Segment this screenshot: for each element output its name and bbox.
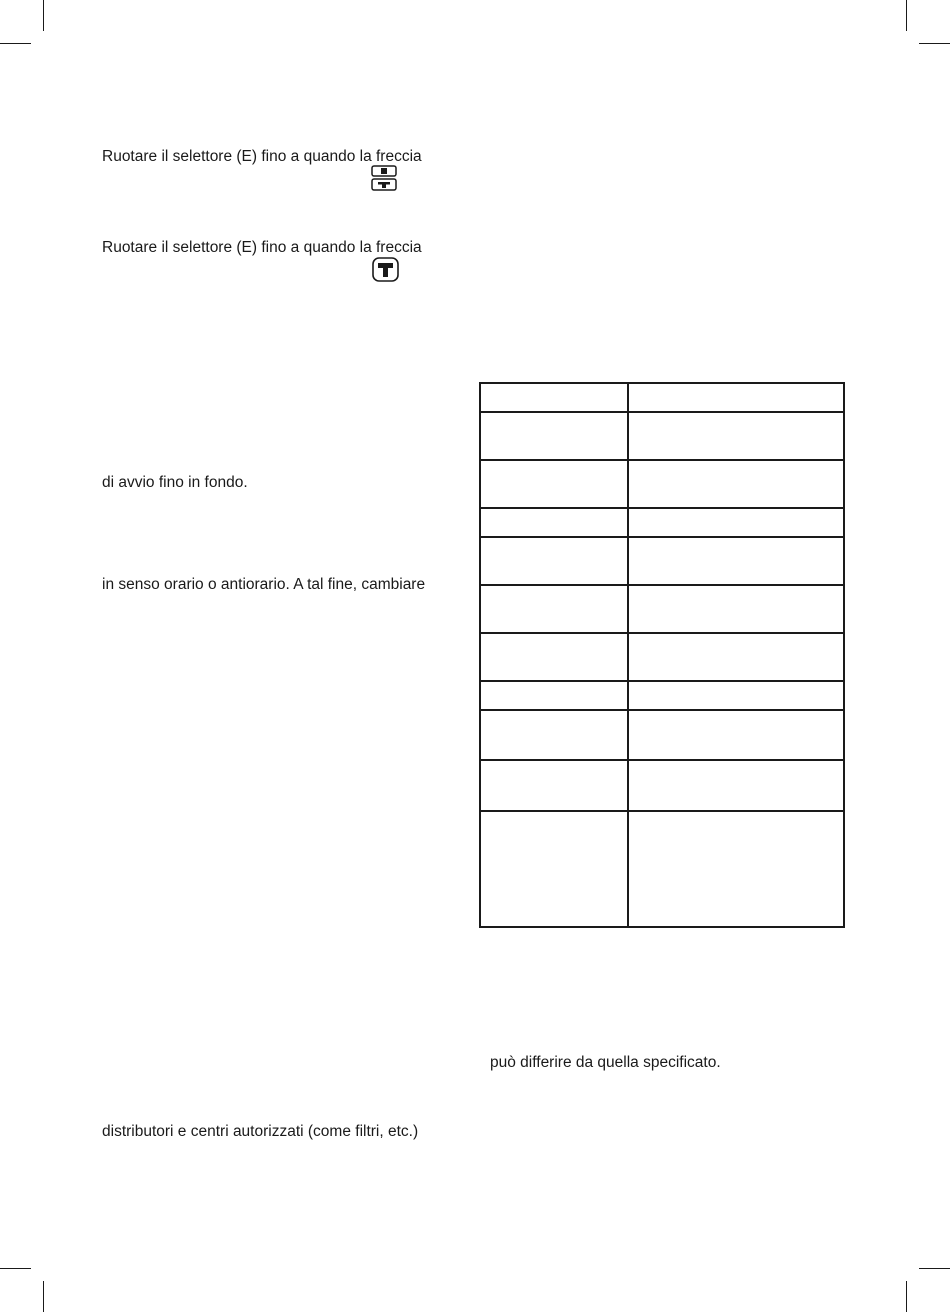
table-cell [480,460,628,508]
table-cell [628,412,844,460]
paragraph-line: Ruotare il selettore (E) fino a quando la freccia [102,239,422,256]
table-row [480,710,844,760]
drill-hammer-stacked-icon [371,165,397,196]
table-row [480,811,844,927]
table-row [480,585,844,633]
table-cell [480,760,628,811]
table-row [480,460,844,508]
paragraph-line: in senso orario o antiorario. A tal fine, cambiare [102,576,426,593]
specifications-table [479,382,845,928]
crop-mark-bottom-right-vertical [906,1281,907,1312]
crop-mark-top-right-vertical [906,0,907,31]
table-cell [628,585,844,633]
table-cell [628,508,844,537]
crop-mark-bottom-left-horizontal [0,1268,31,1269]
table-cell [628,633,844,681]
table-row [480,633,844,681]
table-cell [480,412,628,460]
table-cell [480,681,628,710]
table-cell [628,760,844,811]
table-cell [480,585,628,633]
table-row [480,681,844,710]
table-cell [480,710,628,760]
table-row [480,760,844,811]
table-cell [480,537,628,585]
table-cell [628,681,844,710]
table-cell [628,811,844,927]
paragraph-line: di avvio fino in fondo. [102,474,248,491]
table-row [480,508,844,537]
paragraph-line: Ruotare il selettore (E) fino a quando la freccia [102,148,422,165]
crop-mark-top-left-vertical [43,0,44,31]
crop-mark-bottom-right-horizontal [919,1268,950,1269]
table-cell [480,633,628,681]
crop-mark-top-left-horizontal [0,43,31,44]
table-cell [628,383,844,412]
table-cell [628,537,844,585]
table-cell [628,710,844,760]
crop-mark-bottom-left-vertical [43,1281,44,1312]
table-row [480,412,844,460]
table-cell [480,811,628,927]
hammer-icon [372,257,399,287]
table-row [480,537,844,585]
crop-mark-top-right-horizontal [919,43,950,44]
table-cell [480,383,628,412]
table-row [480,383,844,412]
paragraph-line: distributori e centri autorizzati (come filtri, etc.) [102,1123,419,1140]
table-cell [480,508,628,537]
paragraph-line: può differire da quella specificato. [490,1054,721,1071]
table-cell [628,460,844,508]
